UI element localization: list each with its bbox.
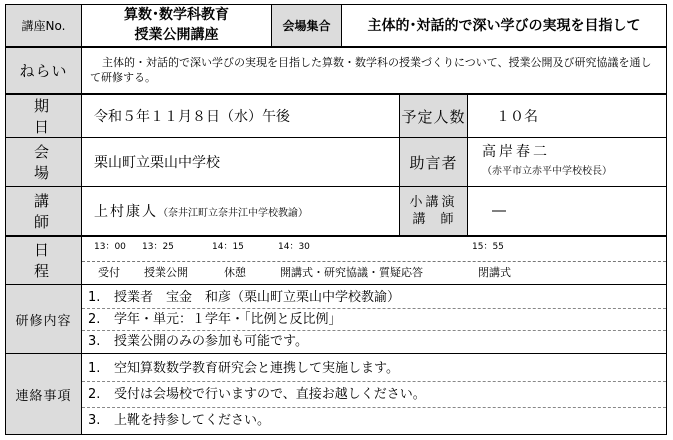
list-item-text: 空知算数数学教育研究会と連携して実施します。 [114,360,399,376]
list-item [82,408,666,433]
small-lecturer-label [400,187,468,236]
small-lecturer-value: ― [468,187,667,236]
list-item-text: 上靴を持参してください。 [114,412,271,428]
schedule-label: 日 程 [6,236,82,285]
course-no-label: 講座No. [6,5,82,47]
venue-label: 会 場 [6,138,82,187]
schedule-time: 13：00 [94,241,126,252]
list-item-number: 1. [88,289,101,305]
training-label: 研修内容 [6,285,82,354]
schedule-time: 13：25 [142,241,174,252]
course-title [82,5,272,47]
schedule-time: 14：30 [278,241,310,252]
schedule-timeline [82,236,667,285]
list-item-number: 2. [88,311,101,327]
header-row [6,5,667,47]
schedule-time: 15：55 [472,241,504,252]
contact-row [6,354,667,435]
list-item-text: 授業公開のみの参加も可能です。 [114,333,308,349]
venue-row [6,138,667,187]
date-value: 令和５年１１月８日（水）午後 [82,94,400,138]
list-item-number: 2. [88,386,101,402]
lecturer-label: 講 師 [6,187,82,236]
list-item-number: 1. [88,360,101,376]
capacity-label: 予定人数 [400,94,468,138]
schedule-time: 14：15 [212,241,244,252]
course-theme: 主体的･対話的で深い学びの実現を目指して [342,5,667,47]
course-title-line1: 算数･数学科教育 [124,7,229,24]
list-item [82,356,666,382]
list-item-text: 受付は会場校で行いますので、直接お越しください。 [114,386,426,402]
advisor-affiliation: （赤平市立赤平中学校校長） [482,166,612,178]
lecturer-cell [82,187,400,236]
list-item [82,331,666,352]
small-lecturer-label-line2: 講 師 [412,212,455,228]
aim-text: 主体的・対話的で深い学びの実現を目指した算数・数学科の授業づくりについて、授業公開及び研究協議を通して研修する。 [82,47,667,94]
list-item-text: 学年・単元：１学年・「比例と反比例」 [114,311,342,327]
advisor-name: 高岸春二 [482,144,550,161]
training-list [82,285,667,354]
schedule-event: 閉講式 [478,265,511,279]
schedule-events [82,264,666,278]
course-info-table [5,4,667,435]
course-title-line2: 授業公開講座 [134,27,219,44]
capacity-value: １０名 [468,94,667,138]
training-row [6,285,667,354]
lecturer-affiliation: （奈井江町立奈井江中学校教諭） [158,208,308,220]
contact-label: 連絡事項 [6,354,82,435]
contact-list [82,354,667,435]
aim-label: ねらい [6,47,82,94]
aim-row [6,47,667,94]
schedule-event: 受付 [98,265,120,279]
small-lecturer-label-line1: 小講演 [409,195,458,211]
schedule-row [6,236,667,285]
venue-type: 会場集合 [272,5,342,47]
schedule-event: 授業公開 [144,265,188,279]
schedule-times [82,239,666,253]
schedule-divider [82,261,666,262]
schedule-event: 休憩 [224,265,246,279]
venue-value: 栗山町立栗山中学校 [82,138,400,187]
list-item-number: 3. [88,333,101,349]
lecturer-row [6,187,667,236]
schedule-event: 開講式・研究協議・質疑応答 [280,265,423,279]
list-item [82,287,666,309]
list-item [82,382,666,408]
list-item-number: 3. [88,412,101,428]
list-item [82,309,666,331]
date-label: 期 日 [6,94,82,138]
advisor-cell [468,138,667,187]
date-row [6,94,667,138]
list-item-text: 授業者 宝金 和彦（栗山町立栗山中学校教諭） [114,289,401,305]
advisor-label: 助言者 [400,138,468,187]
lecturer-name: 上村康人 [94,204,158,221]
